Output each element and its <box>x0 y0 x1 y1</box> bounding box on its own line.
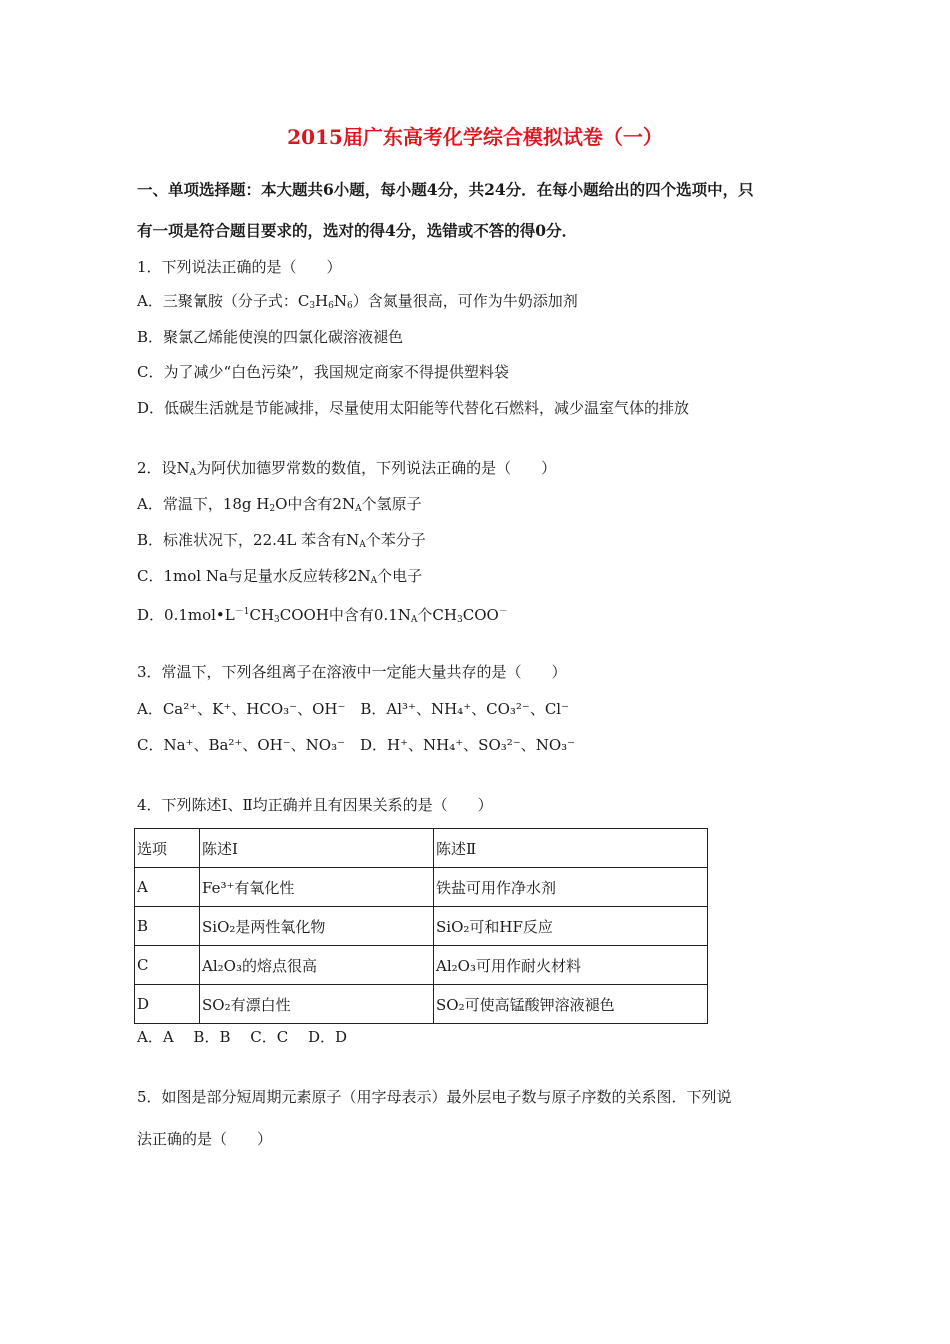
table-row <box>135 868 708 907</box>
table-header-row <box>135 829 708 868</box>
q5-stem-line1: 5．如图是部分短周期元素原子（用字母表示）最外层电子数与原子序数的关系图．下列说 <box>137 1088 732 1106</box>
table-row <box>135 946 708 985</box>
q1-stem: 1．下列说法正确的是（ ） <box>137 258 342 276</box>
q1-option-c: C．为了减少“白色污染”，我国规定商家不得提供塑料袋 <box>137 363 509 381</box>
table-header-cell: 选项 <box>135 829 200 868</box>
table-cell: C <box>135 946 200 985</box>
q2-stem: 2．设$N_A$为阿伏加德罗常数的数值，下列说法正确的是（ ） <box>137 459 557 478</box>
section-heading-line2: 有一项是符合题目要求的，选对的得4分，选错或不答的得0分． <box>137 221 578 240</box>
table-cell: SO₂有漂白性 <box>200 985 434 1024</box>
q2-option-d: D．$0.1mol•L^{-1}CH_3COOH$中含有$0.1N_A$个$CH_3COO^-$ <box>137 606 508 625</box>
table-header-cell: 陈述Ⅰ <box>200 829 434 868</box>
q3-stem: 3．常温下，下列各组离子在溶液中一定能大量共存的是（ ） <box>137 663 567 681</box>
q4-stem: 4．下列陈述Ⅰ、Ⅱ均正确并且有因果关系的是（ ） <box>137 796 493 814</box>
table-cell: B <box>135 907 200 946</box>
table-cell: SiO₂可和HF反应 <box>434 907 708 946</box>
table-cell: 铁盐可用作净水剂 <box>434 868 708 907</box>
q1-option-a: A．三聚氰胺（分子式：$C_3H_6N_6$）含氮量很高，可作为牛奶添加剂 <box>137 292 578 311</box>
q4-answer-choices: A．A B．B C．C D．D <box>137 1028 348 1046</box>
table-row <box>135 985 708 1024</box>
table-row <box>135 907 708 946</box>
q2-option-b: B．标准状况下，22.4L 苯含有$N_A$个苯分子 <box>137 531 426 550</box>
q3-options-ab: A．Ca²⁺、K⁺、HCO₃⁻、OH⁻ B．Al³⁺、NH₄⁺、CO₃²⁻、Cl⁻ <box>137 700 570 718</box>
q1-option-b: B．聚氯乙烯能使溴的四氯化碳溶液褪色 <box>137 328 404 346</box>
q3-options-cd: C．Na⁺、Ba²⁺、OH⁻、NO₃⁻ D．H⁺、NH₄⁺、SO₃²⁻、NO₃⁻ <box>137 736 576 754</box>
table-cell: SO₂可使高锰酸钾溶液褪色 <box>434 985 708 1024</box>
q5-stem-line2: 法正确的是（ ） <box>137 1130 273 1148</box>
table-header-cell: 陈述Ⅱ <box>434 829 708 868</box>
table-cell: SiO₂是两性氧化物 <box>200 907 434 946</box>
table-cell: A <box>135 868 200 907</box>
q1-option-d: D．低碳生活就是节能减排，尽量使用太阳能等代替化石燃料，减少温室气体的排放 <box>137 399 690 417</box>
q2-option-a: A．常温下，18g $H_2O$中含有$2N_A$个氢原子 <box>137 495 422 514</box>
section-heading-line1: 一、单项选择题：本大题共6小题，每小题4分，共24分．在每小题给出的四个选项中，只 <box>137 180 754 199</box>
table-cell: D <box>135 985 200 1024</box>
table-cell: Fe³⁺有氧化性 <box>200 868 434 907</box>
q4-table <box>134 828 708 1024</box>
q2-option-c: C．1mol Na与足量水反应转移$2N_A$个电子 <box>137 567 423 586</box>
page-title: 2015届广东高考化学综合模拟试卷（一） <box>287 125 663 149</box>
table-cell: Al₂O₃的熔点很高 <box>200 946 434 985</box>
table-cell: Al₂O₃可用作耐火材料 <box>434 946 708 985</box>
